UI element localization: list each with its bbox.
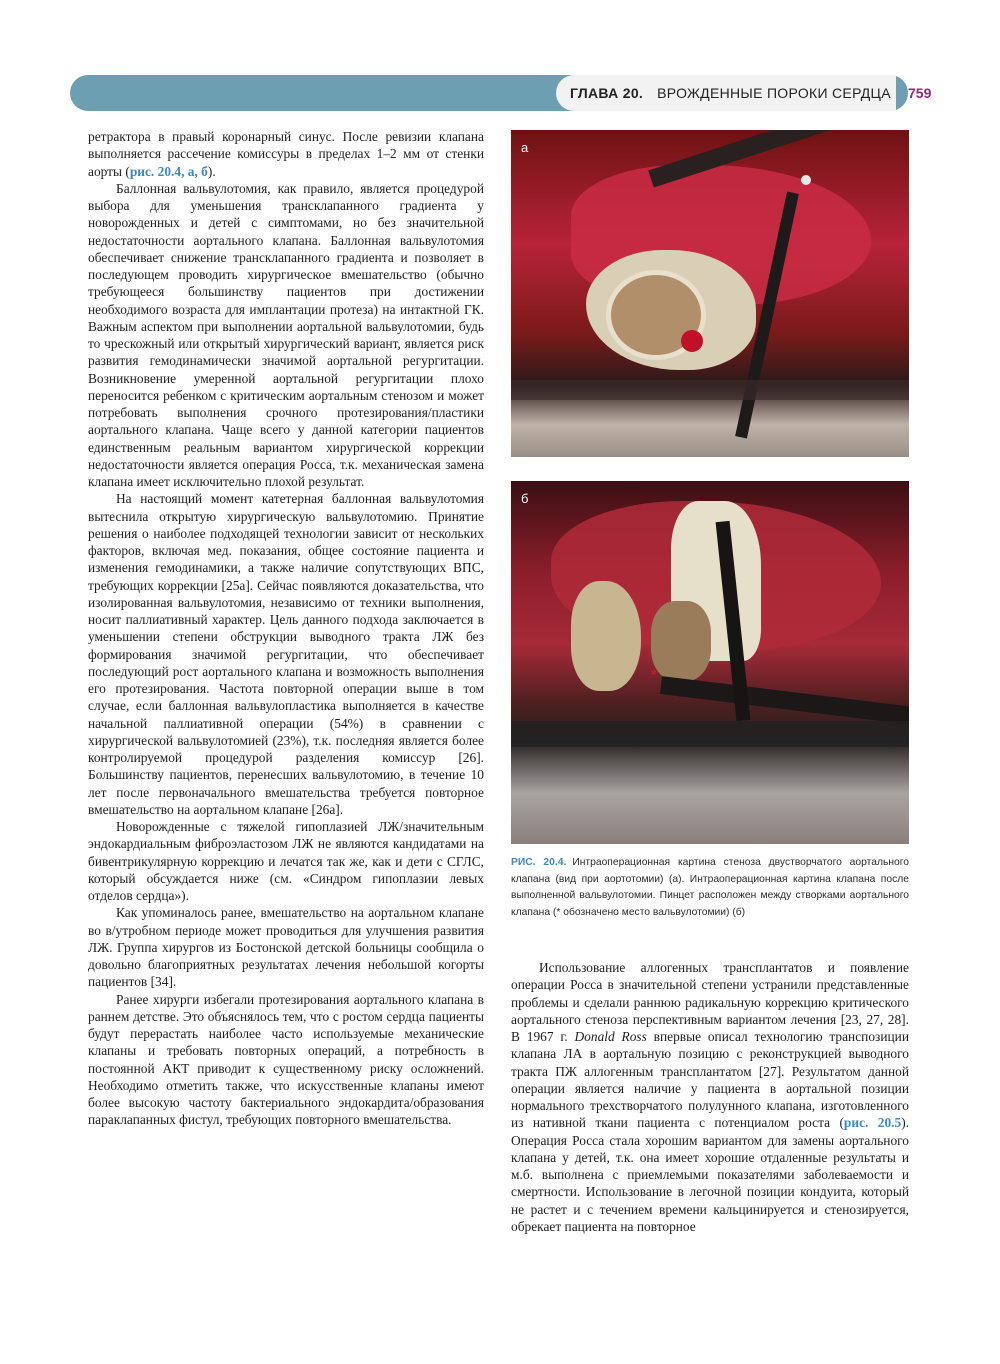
paragraph: Ранее хирурги избегали протезирования аортального клапана в раннем детстве. Это объяснялось тем, что с ростом сердца пациенты будут перерастать наиболее часто используемые механические клапаны и требовать повторных операций, а потребность в постоянной АКТ приводит к существенному риску осложнений. Необходимо отметить также, что искусственные клапаны имеют более высокую частоту бактериального эндокардита/образования параклапанных фистул, требующих повторного вмешательства.	[88, 991, 484, 1128]
paragraph	[88, 128, 484, 180]
chapter-title: ВРОЖДЕННЫЕ ПОРОКИ СЕРДЦА	[657, 85, 891, 101]
right-text-column	[511, 959, 909, 1235]
surgical-photo-b	[511, 481, 909, 844]
valvulotomy-marker: *	[651, 666, 657, 682]
caption-label: РИС. 20.4.	[511, 857, 567, 868]
caption-text: Интраоперационная картина стеноза двустворчатого аортального клапана (вид при аортотомии) (а). Интраоперационная картина клапана после выполненной вальвулотомии. Пинцет расположен между створками аортального клапана (* обозначено место вальвулотомии) (б)	[511, 857, 910, 918]
paragraph: На настоящий момент катетерная баллонная вальвулотомия вытеснила открытую хирургическую вальвулотомию. Принятие решения о наиболее подходящей технологии зависит от нескольких факторов, включая мед. показания, общее состояние пациента и изменения гемодинамики, а также наличие сопутствующих ВПС, требующих коррекции [25а]. Сейчас появляются доказательства, что изолированная вальвулотомия, независимо от техники выполнения, носит паллиативный характер. Цель данного подхода заключается в уменьшении степени обструкции выводного тракта ЛЖ без формирования значимой регургитации, что обеспечивает последующий рост аортального клапана и возможность выполнения его протезирования. Частота повторной операции выше в том случае, если баллонная вальвулопластика выполняется в качестве начальной паллиативной операции (54%) в сравнении с хирургической вальвулотомией (23%), т.к. последняя является более контролируемой процедурой разделения комиссур [26]. Большинству пациентов, перенесших вальвулотомию, в течение 10 лет после первоначального вмешательства требуется повторное вмешательство на аортальном клапане [26а].	[88, 491, 484, 817]
author-name: Donald Ross	[574, 1029, 647, 1044]
page-number: 759	[908, 85, 932, 101]
paragraph: Баллонная вальвулотомия, как правило, является процедурой выбора для уменьшения трансклапанного градиента у новорожденных и детей с симптомами, но без значительной недостаточности аортального клапана. Баллонная вальвулотомия обеспечивает снижение трансклапанного градиента и позволяет в последующем проводить хирургическое вмешательство (обычно требующееся большинству пациентов при достижении необходимого возраста для имплантации протеза) на интактной ГК. Важным аспектом при выполнении аортальной вальвулотомии, будь то чрескожный или открытый хирургический вариант, является риск развития гемодинамически значимой аортальной регургитации. Возникновение умеренной аортальной регургитации плохо переносится ребенком с критическим аортальным стенозом и может потребовать выполнения срочного протезирования/пластики аортального клапана. Чаще всего у данной категории пациентов единственным реальным вариантом хирургической коррекции недостаточности является операция Росса, т.к. механическая замена клапана имеет исключительно плохой результат.	[88, 180, 484, 489]
surgical-photo-a	[511, 130, 909, 457]
figure-reference-link[interactable]: рис. 20.4, а, б	[129, 163, 208, 179]
figure-reference-link[interactable]: рис. 20.5	[843, 1115, 902, 1131]
panel-label-b: б	[521, 491, 529, 506]
text-run: ). Операция Росса стала хорошим вариантом для замены аортального клапана у детей, т.к. она имеет хорошие отдаленные результаты и м.б. выполнена с приемлемыми показателями заболеваемости и смертности. Использование в легочной позиции кондуита, который не растет и с течением времени кальцинируется и стенозируется, обрекает пациента на повторное	[511, 1115, 909, 1234]
chapter-label: ГЛАВА 20.	[570, 85, 644, 101]
chapter-header	[556, 75, 896, 111]
text-run: впервые описал технологию транспозиции клапана ЛА в аортальную позицию с реконструкцией выводного тракта ПЖ аллогенным трансплантатом [27]. Результатом данной операции является наличие у пациента в аортальной позиции нормального трехстворчатого полулунного клапана, изготовленного из нативной ткани пациента с потенциалом роста (	[511, 1029, 909, 1131]
figure-caption	[511, 855, 909, 921]
paragraph: Как упоминалось ранее, вмешательство на аортальном клапане во в/утробном периоде может проводиться для улучшения развития ЛЖ. Группа хирургов из Бостонской детской больницы сообщила о довольно благоприятных результатах лечения небольшой когорты пациентов [34].	[88, 905, 484, 990]
text-run: Использование аллогенных трансплантатов и появление операции Росса в значительной степени устранили представленные проблемы и сделали раннюю радикальную коррекцию критического аортального стеноза перспективным вариантом лечения [23, 27, 28]. В 1967 г.	[511, 960, 909, 1044]
paragraph	[511, 959, 909, 1235]
panel-label-a: а	[521, 140, 529, 155]
left-text-column	[88, 128, 484, 1129]
paragraph: Новорожденные с тяжелой гипоплазией ЛЖ/значительным эндокардиальным фиброэластозом ЛЖ не являются кандидатами на бивентрикулярную коррекцию и лечатся так же, как и дети с СГЛС, который обсуждается ниже (см. «Синдром гипоплазии левых отделов сердца»).	[88, 819, 484, 903]
text-run: ).	[207, 163, 216, 179]
text-run: ретрактора в правый коронарный синус. После ревизии клапана выполняется рассечение комиссуры в пределах 1–2 мм от стенки аорты (	[88, 129, 484, 179]
